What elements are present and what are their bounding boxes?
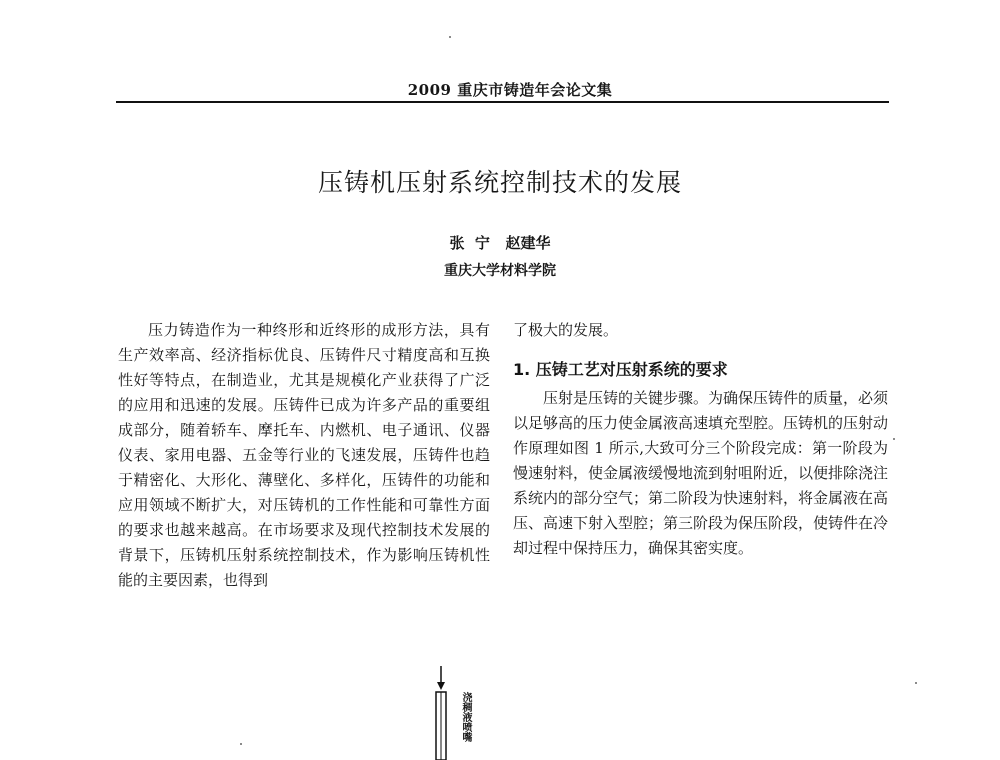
- right-column: [513, 318, 888, 561]
- left-column: [118, 318, 490, 593]
- section-1-heading: 1. 压铸工艺对压射系统的要求: [513, 360, 728, 379]
- paper-authors: 张 宁 赵建华: [449, 234, 551, 252]
- intro-paragraph: 压力铸造作为一种终形和近终形的成形方法，具有生产效率高、经济指标优良、压铸件尺寸精度高和互换性好等特点，在制造业，尤其是规模化产业获得了广泛的应用和迅速的发展。压铸件已成为许多产品的重要组成部分，随着轿车、摩托车、内燃机、电子通讯、仪器仪表、家用电器、五金等行业的飞速发展，压铸件也趋于精密化、大形化、薄壁化、多样化，压铸件的功能和应用领域不断扩大，对压铸机的工作性能和可靠性方面的要求也越来越高。在市场要求及现代控制技术发展的背景下，压铸机压射系统控制技术，作为影响压铸机性能的主要因素，也得到: [118, 321, 490, 589]
- figure-1-drawing: [425, 664, 485, 760]
- section-1-paragraph: 压射是压铸的关键步骤。为确保压铸件的质量，必须以足够高的压力使金属液高速填充型腔。压铸机的压射动作原理如图 1 所示,大致可分三个阶段完成：第一阶段为慢速射料，使金属液缓慢地流到射咀附近，以便排除浇注系统内的部分空气；第二阶段为快速射料，将金属液在高压、高速下射入型腔；第三阶段为保压阶段，使铸件在冷却过程中保持压力，确保其密实度。: [513, 389, 889, 557]
- header-rule: [116, 101, 889, 103]
- flow-arrow-head: [437, 682, 445, 690]
- running-title: 2009 重庆市铸造年会论文集: [407, 81, 613, 99]
- scan-speck: [893, 438, 895, 440]
- scan-speck: [915, 682, 917, 684]
- figure-1-label: 浇稠液喷嘴: [460, 692, 471, 742]
- paper-affiliation: 重庆大学材料学院: [444, 263, 556, 279]
- scan-speck: [449, 36, 451, 38]
- intro-continuation: 了极大的发展。: [513, 321, 619, 339]
- scan-speck: [240, 743, 242, 745]
- paper-title: 压铸机压射系统控制技术的发展: [317, 168, 682, 197]
- figure-1-partial: [425, 664, 485, 760]
